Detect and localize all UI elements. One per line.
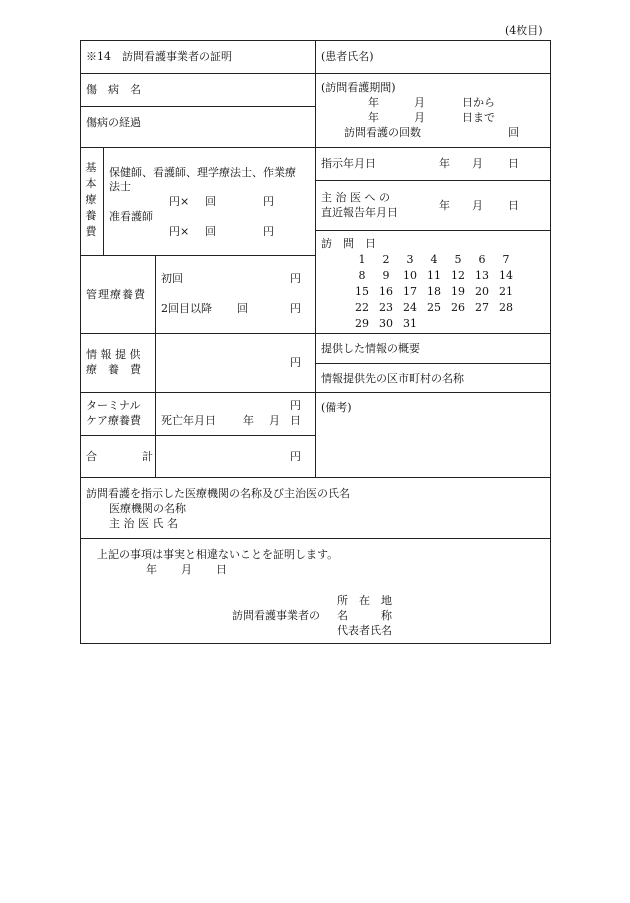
calendar-day[interactable]: 6 [478, 253, 486, 266]
calendar-day[interactable]: 14 [499, 269, 513, 282]
management-first-label: 初回 [161, 272, 183, 285]
visit-days-label: 訪 問 日 [321, 237, 376, 250]
certification-statement: 上記の事項は事実と相違ないことを証明します。 [97, 548, 339, 561]
management-first-yen: 円 [290, 272, 301, 285]
calendar-day[interactable]: 22 [355, 301, 369, 314]
calendar-day[interactable]: 4 [430, 253, 438, 266]
calendar-row [350, 316, 518, 332]
visit-count-times: 回 [508, 126, 519, 139]
basic-fee-line1: 保健師、看護師、理学療法士、作業療 [109, 166, 296, 179]
calendar-day[interactable]: 24 [403, 301, 417, 314]
management-second-yen: 円 [290, 302, 301, 315]
calendar-day[interactable]: 25 [427, 301, 441, 314]
death-date-label: 死亡年月日 [161, 414, 216, 427]
info-summary-label: 提供した情報の概要 [321, 342, 420, 355]
calendar-day[interactable]: 8 [358, 269, 366, 282]
calendar-day[interactable]: 21 [499, 285, 513, 298]
calendar-day[interactable]: 31 [403, 317, 417, 330]
basic-fee-yen-2: 円 [263, 225, 274, 238]
basic-fee-times-1: 回 [205, 195, 216, 208]
page-number-label: (4枚目) [505, 24, 543, 37]
cert-day: 日 [216, 563, 227, 576]
death-day: 日 [290, 414, 301, 427]
info-fee-yen: 円 [290, 356, 301, 369]
info-destination-label: 情報提供先の区市町村の名称 [321, 372, 464, 385]
basic-fee-line2: 法士 [109, 180, 131, 193]
period-to-month: 月 [414, 111, 425, 124]
institution-title: 訪問看護を指示した医療機関の名称及び主治医の氏名 [86, 487, 350, 500]
period-from-month: 月 [414, 96, 425, 109]
death-year: 年 [243, 414, 254, 427]
form-title: ※14 訪問看護事業者の証明 [86, 50, 232, 63]
provider-label: 訪問看護事業者の [232, 609, 320, 622]
death-month: 月 [269, 414, 280, 427]
order-month: 月 [472, 157, 483, 170]
management-second-label: 2回目以降 [161, 302, 212, 315]
assistant-nurse-label: 准看護師 [109, 210, 153, 223]
total-label-2: 計 [142, 450, 153, 463]
calendar-day[interactable]: 18 [427, 285, 441, 298]
calendar-day[interactable]: 27 [475, 301, 489, 314]
terminal-fee-label-1: ターミナル [86, 399, 141, 412]
report-month: 月 [472, 199, 483, 212]
calendar-day[interactable]: 7 [502, 253, 510, 266]
calendar-row [350, 252, 518, 268]
calendar-day[interactable]: 23 [379, 301, 393, 314]
period-from-year: 年 [368, 96, 379, 109]
info-fee-label-2: 療 養 費 [86, 363, 141, 376]
period-to-year: 年 [368, 111, 379, 124]
basic-fee-yen-times-2: 円× [169, 225, 190, 238]
basic-fee-label: 基本療養費 [85, 161, 97, 238]
report-date-label-1: 主 治 医 へ の [321, 191, 390, 204]
visit-period-label: (訪問看護期間) [321, 81, 396, 94]
calendar-day[interactable]: 29 [355, 317, 369, 330]
calendar-day[interactable]: 12 [451, 269, 465, 282]
calendar-day[interactable]: 5 [454, 253, 462, 266]
calendar-day[interactable]: 17 [403, 285, 417, 298]
calendar-day[interactable]: 26 [451, 301, 465, 314]
disease-name-label: 傷 病 名 [86, 83, 141, 96]
calendar-row [350, 300, 518, 316]
doctor-name-label: 主 治 医 氏 名 [109, 517, 178, 530]
terminal-fee-label-2: ケア療養費 [86, 414, 141, 427]
cert-month: 月 [181, 563, 192, 576]
provider-name-label: 名 称 [337, 609, 392, 622]
order-date-label: 指示年月日 [321, 157, 376, 170]
calendar-day[interactable]: 1 [358, 253, 366, 266]
basic-fee-yen-1: 円 [263, 195, 274, 208]
calendar-day[interactable]: 28 [499, 301, 513, 314]
calendar-row [350, 268, 518, 284]
report-year: 年 [439, 199, 450, 212]
visit-count-label: 訪問看護の回数 [344, 126, 421, 139]
calendar-day[interactable]: 11 [427, 269, 441, 282]
calendar-day[interactable]: 16 [379, 285, 393, 298]
calendar-day[interactable]: 9 [382, 269, 390, 282]
remarks-label: (備考) [321, 401, 352, 414]
calendar-day[interactable]: 2 [382, 253, 390, 266]
order-day: 日 [508, 157, 519, 170]
period-from-day: 日から [462, 96, 495, 109]
cert-year: 年 [146, 563, 157, 576]
calendar-row [350, 284, 518, 300]
report-date-label-2: 直近報告年月日 [321, 206, 398, 219]
patient-name-label: (患者氏名) [321, 50, 374, 63]
management-fee-label: 管理療養費 [86, 288, 146, 301]
terminal-fee-yen: 円 [290, 399, 301, 412]
total-yen: 円 [290, 450, 301, 463]
representative-label: 代表者氏名 [337, 624, 392, 637]
total-label-1: 合 [86, 450, 97, 463]
info-fee-label-1: 情 報 提 供 [86, 348, 141, 361]
calendar-day[interactable]: 10 [403, 269, 417, 282]
calendar-day[interactable]: 19 [451, 285, 465, 298]
provider-address-label: 所 在 地 [337, 594, 392, 607]
calendar-day[interactable]: 13 [475, 269, 489, 282]
calendar-day[interactable]: 3 [406, 253, 414, 266]
period-to-day: 日まで [462, 111, 495, 124]
basic-fee-yen-times-1: 円× [169, 195, 190, 208]
management-second-times: 回 [237, 302, 248, 315]
institution-name-label: 医療機関の名称 [109, 502, 186, 515]
calendar-day[interactable]: 15 [355, 285, 369, 298]
calendar-day[interactable]: 20 [475, 285, 489, 298]
basic-fee-times-2: 回 [205, 225, 216, 238]
disease-progress-label: 傷病の経過 [86, 116, 141, 129]
report-day: 日 [508, 199, 519, 212]
order-year: 年 [439, 157, 450, 170]
visit-days-calendar [350, 252, 518, 332]
calendar-day[interactable]: 30 [379, 317, 393, 330]
